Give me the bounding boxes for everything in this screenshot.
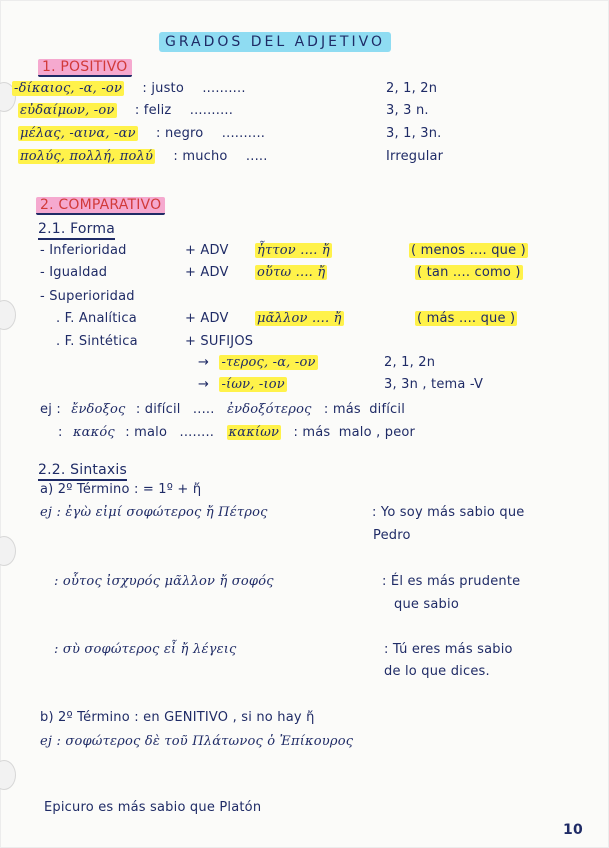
positivo-cases: 2, 1, 2n bbox=[386, 81, 438, 96]
sintaxis-example-es: : Tú eres más sabio bbox=[384, 642, 513, 657]
section-heading-comparativo: 2. COMPARATIVO bbox=[36, 197, 165, 213]
positivo-cases: Irregular bbox=[386, 149, 444, 164]
sintaxis-example-greek: : σὺ σοφώτερος εἶ ἤ λέγεις bbox=[54, 642, 237, 657]
forma-row-label: - Inferioridad bbox=[40, 243, 127, 258]
forma-row-label: . F. Sintética bbox=[56, 334, 138, 349]
forma-row-greek: ἧττον .... ἤ bbox=[257, 243, 330, 258]
sufijo-row: → -τερος, -α, -ον bbox=[198, 355, 316, 370]
sintaxis-example-greek: : οὗτος ἰσχυρός μᾶλλον ἤ σοφός bbox=[54, 574, 274, 589]
sintaxis-example-es: Pedro bbox=[373, 528, 411, 543]
sintaxis-example-es: de lo que dices. bbox=[384, 664, 490, 679]
sintaxis-example-es: Epicuro es más sabio que Platón bbox=[44, 800, 262, 815]
positivo-cases: 3, 3 n. bbox=[386, 103, 429, 118]
sintaxis-example-greek: ej : ἐγὼ εἰμί σοφώτερος ἤ Πέτρος bbox=[40, 505, 268, 520]
positivo-row: -δίκαιος, -α, -ον : justo .......... bbox=[14, 81, 246, 96]
forma-row-label: . F. Analítica bbox=[56, 311, 137, 326]
forma-row-label: - Superioridad bbox=[40, 289, 135, 304]
binder-hole bbox=[0, 536, 16, 566]
subsection-heading-forma: 2.1. Forma bbox=[38, 221, 115, 237]
forma-row-adv: + ADV bbox=[185, 265, 229, 280]
forma-row-adv: + ADV bbox=[185, 243, 229, 258]
forma-row-gloss: ( menos .... que ) bbox=[411, 243, 526, 258]
forma-row-gloss: ( tan .... como ) bbox=[417, 265, 521, 280]
page-number: 10 bbox=[563, 822, 583, 838]
sintaxis-example-es: : Yo soy más sabio que bbox=[372, 505, 525, 520]
sufijo-row: → -ίων, -ιον bbox=[198, 377, 285, 392]
binder-hole bbox=[0, 300, 16, 330]
forma-row-label: - Igualdad bbox=[40, 265, 108, 280]
forma-row-gloss: ( más .... que ) bbox=[417, 311, 516, 326]
forma-row-adv: + SUFIJOS bbox=[185, 334, 254, 349]
positivo-row: πολύς, πολλή, πολύ : mucho ..... bbox=[20, 149, 268, 164]
positivo-row: μέλας, -αινα, -αν : negro .......... bbox=[20, 126, 266, 141]
section-heading-positivo: 1. POSITIVO bbox=[38, 59, 132, 75]
sintaxis-b-rule: b) 2º Término : en GENITIVO , si no hay ἤ bbox=[40, 710, 315, 725]
forma-example: ej : ἔνδοξος : difícil ..... ἐνδοξότερος : más difícil bbox=[40, 402, 406, 417]
sintaxis-example-greek: ej : σοφώτερος δὲ τοῦ Πλάτωνος ὁ Ἐπίκουρος bbox=[40, 734, 354, 749]
sintaxis-example-es: : Él es más prudente bbox=[382, 574, 521, 589]
sufijo-cases: 3, 3n , tema -V bbox=[384, 377, 484, 392]
forma-row-adv: + ADV bbox=[185, 311, 229, 326]
subsection-heading-sintaxis: 2.2. Sintaxis bbox=[38, 462, 127, 478]
sintaxis-a-rule: a) 2º Término : = 1º + ἤ bbox=[40, 482, 202, 497]
positivo-cases: 3, 1, 3n. bbox=[386, 126, 442, 141]
sintaxis-example-es: que sabio bbox=[394, 597, 459, 612]
forma-example: : κακός : malo ........ κακίων : más malo , peor bbox=[58, 425, 416, 440]
forma-row-greek: μᾶλλον .... ἤ bbox=[257, 311, 342, 326]
page-title: GRADOS DEL ADJETIVO bbox=[159, 34, 391, 50]
sufijo-cases: 2, 1, 2n bbox=[384, 355, 436, 370]
positivo-row: εὐδαίμων, -ον : feliz .......... bbox=[20, 103, 234, 118]
binder-hole bbox=[0, 760, 16, 790]
forma-row-greek: οὕτω .... ἤ bbox=[257, 265, 326, 280]
